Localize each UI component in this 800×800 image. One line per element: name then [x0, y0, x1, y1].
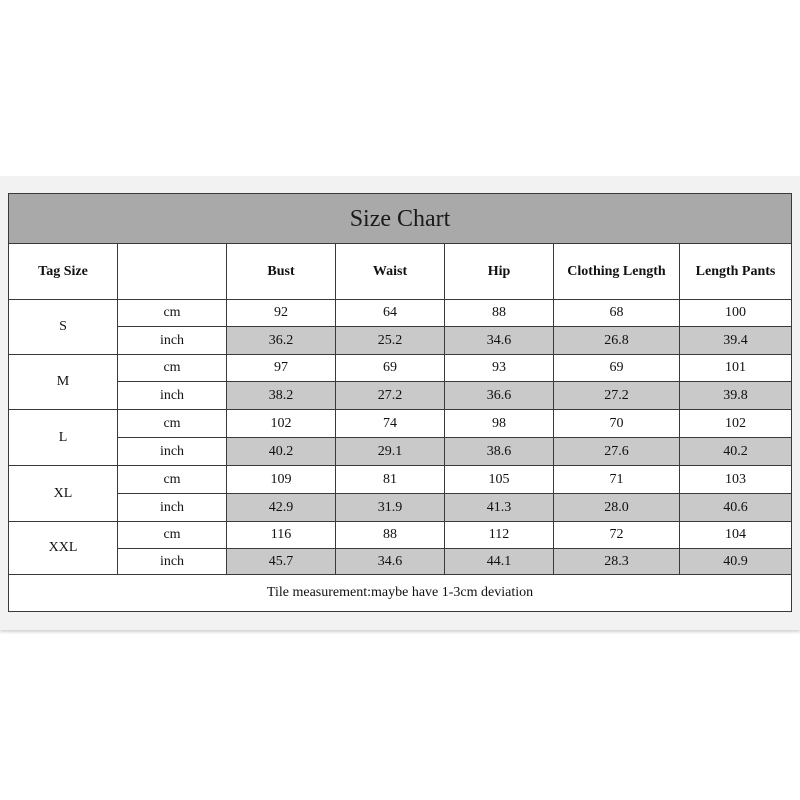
chart-title: Size Chart: [9, 194, 792, 244]
measurement-cell: 38.2: [227, 382, 336, 410]
measurement-cell: 42.9: [227, 494, 336, 522]
measurement-cell: 29.1: [336, 438, 445, 466]
measurement-cell: 36.2: [227, 327, 336, 355]
unit-label: inch: [118, 438, 227, 466]
measurement-cell: 102: [227, 410, 336, 438]
table-row: [9, 410, 792, 438]
table-row: [9, 300, 792, 327]
measurement-cell: 102: [680, 410, 792, 438]
measurement-cell: 39.8: [680, 382, 792, 410]
measurement-cell: 112: [445, 522, 554, 549]
measurement-cell: 41.3: [445, 494, 554, 522]
size-chart-table: [8, 193, 792, 612]
header-hip: Hip: [445, 244, 554, 300]
table-row: [9, 466, 792, 494]
unit-label: inch: [118, 327, 227, 355]
unit-label: cm: [118, 466, 227, 494]
size-tag: XL: [9, 466, 118, 522]
header-unit: [118, 244, 227, 300]
measurement-cell: 69: [554, 355, 680, 382]
measurement-cell: 109: [227, 466, 336, 494]
measurement-cell: 34.6: [336, 549, 445, 575]
header-waist: Waist: [336, 244, 445, 300]
measurement-cell: 31.9: [336, 494, 445, 522]
size-tag: S: [9, 300, 118, 355]
measurement-cell: 38.6: [445, 438, 554, 466]
measurement-cell: 68: [554, 300, 680, 327]
measurement-cell: 40.2: [227, 438, 336, 466]
measurement-cell: 70: [554, 410, 680, 438]
measurement-cell: 88: [445, 300, 554, 327]
measurement-cell: 40.2: [680, 438, 792, 466]
note-row: [9, 575, 792, 612]
unit-label: inch: [118, 494, 227, 522]
table-row: [9, 382, 792, 410]
measurement-cell: 27.2: [336, 382, 445, 410]
table-row: [9, 327, 792, 355]
measurement-cell: 92: [227, 300, 336, 327]
table-row: [9, 522, 792, 549]
measurement-cell: 116: [227, 522, 336, 549]
header-tag-size: Tag Size: [9, 244, 118, 300]
size-tag: L: [9, 410, 118, 466]
measurement-cell: 105: [445, 466, 554, 494]
measurement-cell: 103: [680, 466, 792, 494]
measurement-cell: 100: [680, 300, 792, 327]
measurement-cell: 98: [445, 410, 554, 438]
table-row: [9, 549, 792, 575]
measurement-cell: 69: [336, 355, 445, 382]
measurement-cell: 28.3: [554, 549, 680, 575]
measurement-cell: 34.6: [445, 327, 554, 355]
table-row: [9, 438, 792, 466]
unit-label: cm: [118, 522, 227, 549]
measurement-cell: 45.7: [227, 549, 336, 575]
header-bust: Bust: [227, 244, 336, 300]
unit-label: cm: [118, 410, 227, 438]
size-tag: M: [9, 355, 118, 410]
measurement-cell: 101: [680, 355, 792, 382]
measurement-cell: 27.2: [554, 382, 680, 410]
measurement-cell: 88: [336, 522, 445, 549]
measurement-cell: 28.0: [554, 494, 680, 522]
measurement-cell: 64: [336, 300, 445, 327]
measurement-cell: 27.6: [554, 438, 680, 466]
unit-label: cm: [118, 355, 227, 382]
unit-label: inch: [118, 382, 227, 410]
measurement-cell: 93: [445, 355, 554, 382]
measurement-cell: 39.4: [680, 327, 792, 355]
table-row: [9, 494, 792, 522]
header-clothing-length: Clothing Length: [554, 244, 680, 300]
measurement-cell: 40.6: [680, 494, 792, 522]
measurement-cell: 26.8: [554, 327, 680, 355]
unit-label: inch: [118, 549, 227, 575]
header-length-pants: Length Pants: [680, 244, 792, 300]
unit-label: cm: [118, 300, 227, 327]
measurement-cell: 74: [336, 410, 445, 438]
measurement-cell: 81: [336, 466, 445, 494]
table-row: [9, 355, 792, 382]
measurement-note: Tile measurement:maybe have 1-3cm deviation: [9, 575, 792, 612]
size-tag: XXL: [9, 522, 118, 575]
measurement-cell: 104: [680, 522, 792, 549]
header-row: [9, 244, 792, 300]
measurement-cell: 97: [227, 355, 336, 382]
measurement-cell: 44.1: [445, 549, 554, 575]
measurement-cell: 36.6: [445, 382, 554, 410]
measurement-cell: 71: [554, 466, 680, 494]
measurement-cell: 40.9: [680, 549, 792, 575]
measurement-cell: 72: [554, 522, 680, 549]
measurement-cell: 25.2: [336, 327, 445, 355]
